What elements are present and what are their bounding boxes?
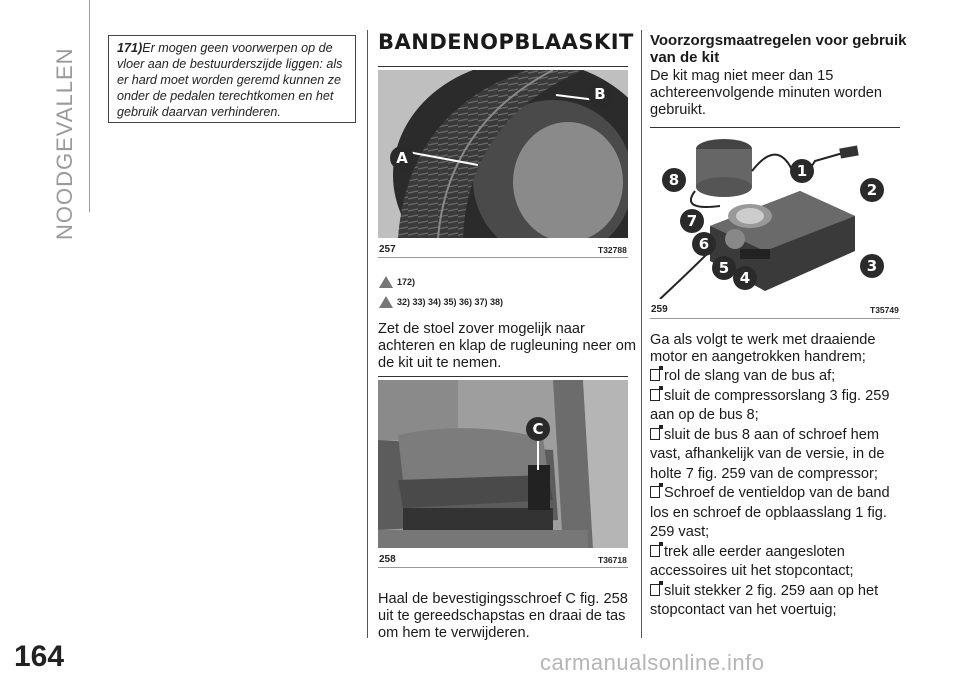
figure-259-number: 259 (651, 304, 668, 315)
step-item: rol de slang van de bus af; (650, 367, 902, 387)
checkbox-bullet-icon (650, 369, 660, 381)
figure-258-code: T36718 (598, 555, 627, 565)
fig258-top-rule (378, 376, 628, 377)
callout-c: C (526, 417, 550, 441)
note-box (108, 35, 356, 123)
figure-259-code: T35749 (870, 305, 899, 315)
procedure-steps (650, 367, 902, 621)
fig257-rule (378, 257, 628, 258)
paragraph-kit-removal: Zet de stoel zover mogelijk naar achteren en klap de rugleuning neer om de kit uit te nemen. (378, 321, 636, 371)
callout-4: 4 (733, 266, 757, 290)
figure-257-tire (378, 70, 628, 238)
section-title: BANDENOPBLAASKIT (378, 30, 634, 54)
checkbox-bullet-icon (650, 545, 660, 557)
callout-8: 8 (662, 168, 686, 192)
callout-2: 2 (860, 178, 884, 202)
callout-a: A (390, 146, 414, 170)
column-divider-2 (641, 30, 642, 638)
column-divider-1 (367, 30, 368, 638)
checkbox-bullet-icon (650, 389, 660, 401)
fig259-top-rule (650, 127, 900, 128)
page-number: 164 (14, 640, 65, 673)
warning-triangle-icon (379, 276, 393, 288)
warning-ref-2 (379, 296, 503, 308)
usage-limit-text: De kit mag niet meer dan 15 achtereenvolgende minuten worden gebruikt. (650, 68, 883, 118)
callout-b: B (588, 82, 612, 106)
callout-5: 5 (712, 256, 736, 280)
note-ref: 171) (117, 41, 143, 55)
step-item: sluit de bus 8 aan of schroef hem vast, afhankelijk van de versie, in de holte 7 fig. 259 van de compressor; (650, 426, 885, 482)
fig259-rule (650, 318, 900, 319)
figure-258-number: 258 (379, 554, 396, 565)
precautions-title: Voorzorgsmaatregelen voor gebruik van de kit (650, 32, 907, 66)
figure-258-seat (378, 380, 628, 548)
warning-ref-1 (379, 276, 415, 288)
checkbox-bullet-icon (650, 584, 660, 596)
step-item: sluit de compressorslang 3 fig. 259 aan op de bus 8; (650, 387, 890, 423)
watermark: carmanualsonline.info (540, 650, 765, 675)
checkbox-bullet-icon (650, 486, 660, 498)
procedure-intro: Ga als volgt te werk met draaiende motor en aangetrokken handrem; (650, 332, 876, 365)
warning-ref-2-text: 32) 33) 34) 35) 36) 37) 38) (397, 297, 504, 307)
warning-ref-1-text: 172) (397, 277, 416, 287)
paragraph-screw-removal: Haal de bevestigingsschroef C fig. 258 uit te gereedschapstas en draai de tas om hem te verwijderen. (378, 591, 628, 641)
figure-257-code: T32788 (598, 245, 627, 255)
callout-3: 3 (860, 254, 884, 278)
checkbox-bullet-icon (650, 428, 660, 440)
figure-259-compressor-kit (650, 131, 900, 299)
fig258-rule (378, 567, 628, 568)
warning-triangle-icon (379, 296, 393, 308)
step-item: trek alle eerder aangesloten accessoires uit het stopcontact; (650, 543, 854, 579)
seat-illustration (378, 380, 628, 548)
note-text: Er mogen geen voorwerpen op de vloer aan de bestuurderszijde liggen: als er hard moet worden geremd kunnen ze onder de pedalen terechtkomen en het gebruik daarvan verhinderen. (117, 41, 343, 119)
title-rule (378, 66, 628, 67)
callout-6: 6 (692, 232, 716, 256)
side-divider (89, 0, 90, 212)
step-item: sluit stekker 2 fig. 259 aan op het stopcontact van het voertuig; (650, 582, 879, 618)
callout-1: 1 (790, 159, 814, 183)
figure-257-number: 257 (379, 244, 396, 255)
section-label: NOODGEVALLEN (52, 47, 77, 240)
callout-7: 7 (680, 209, 704, 233)
step-item: Schroef de ventieldop van de band los en schroef de opblaasslang 1 fig. 259 vast; (650, 485, 890, 540)
